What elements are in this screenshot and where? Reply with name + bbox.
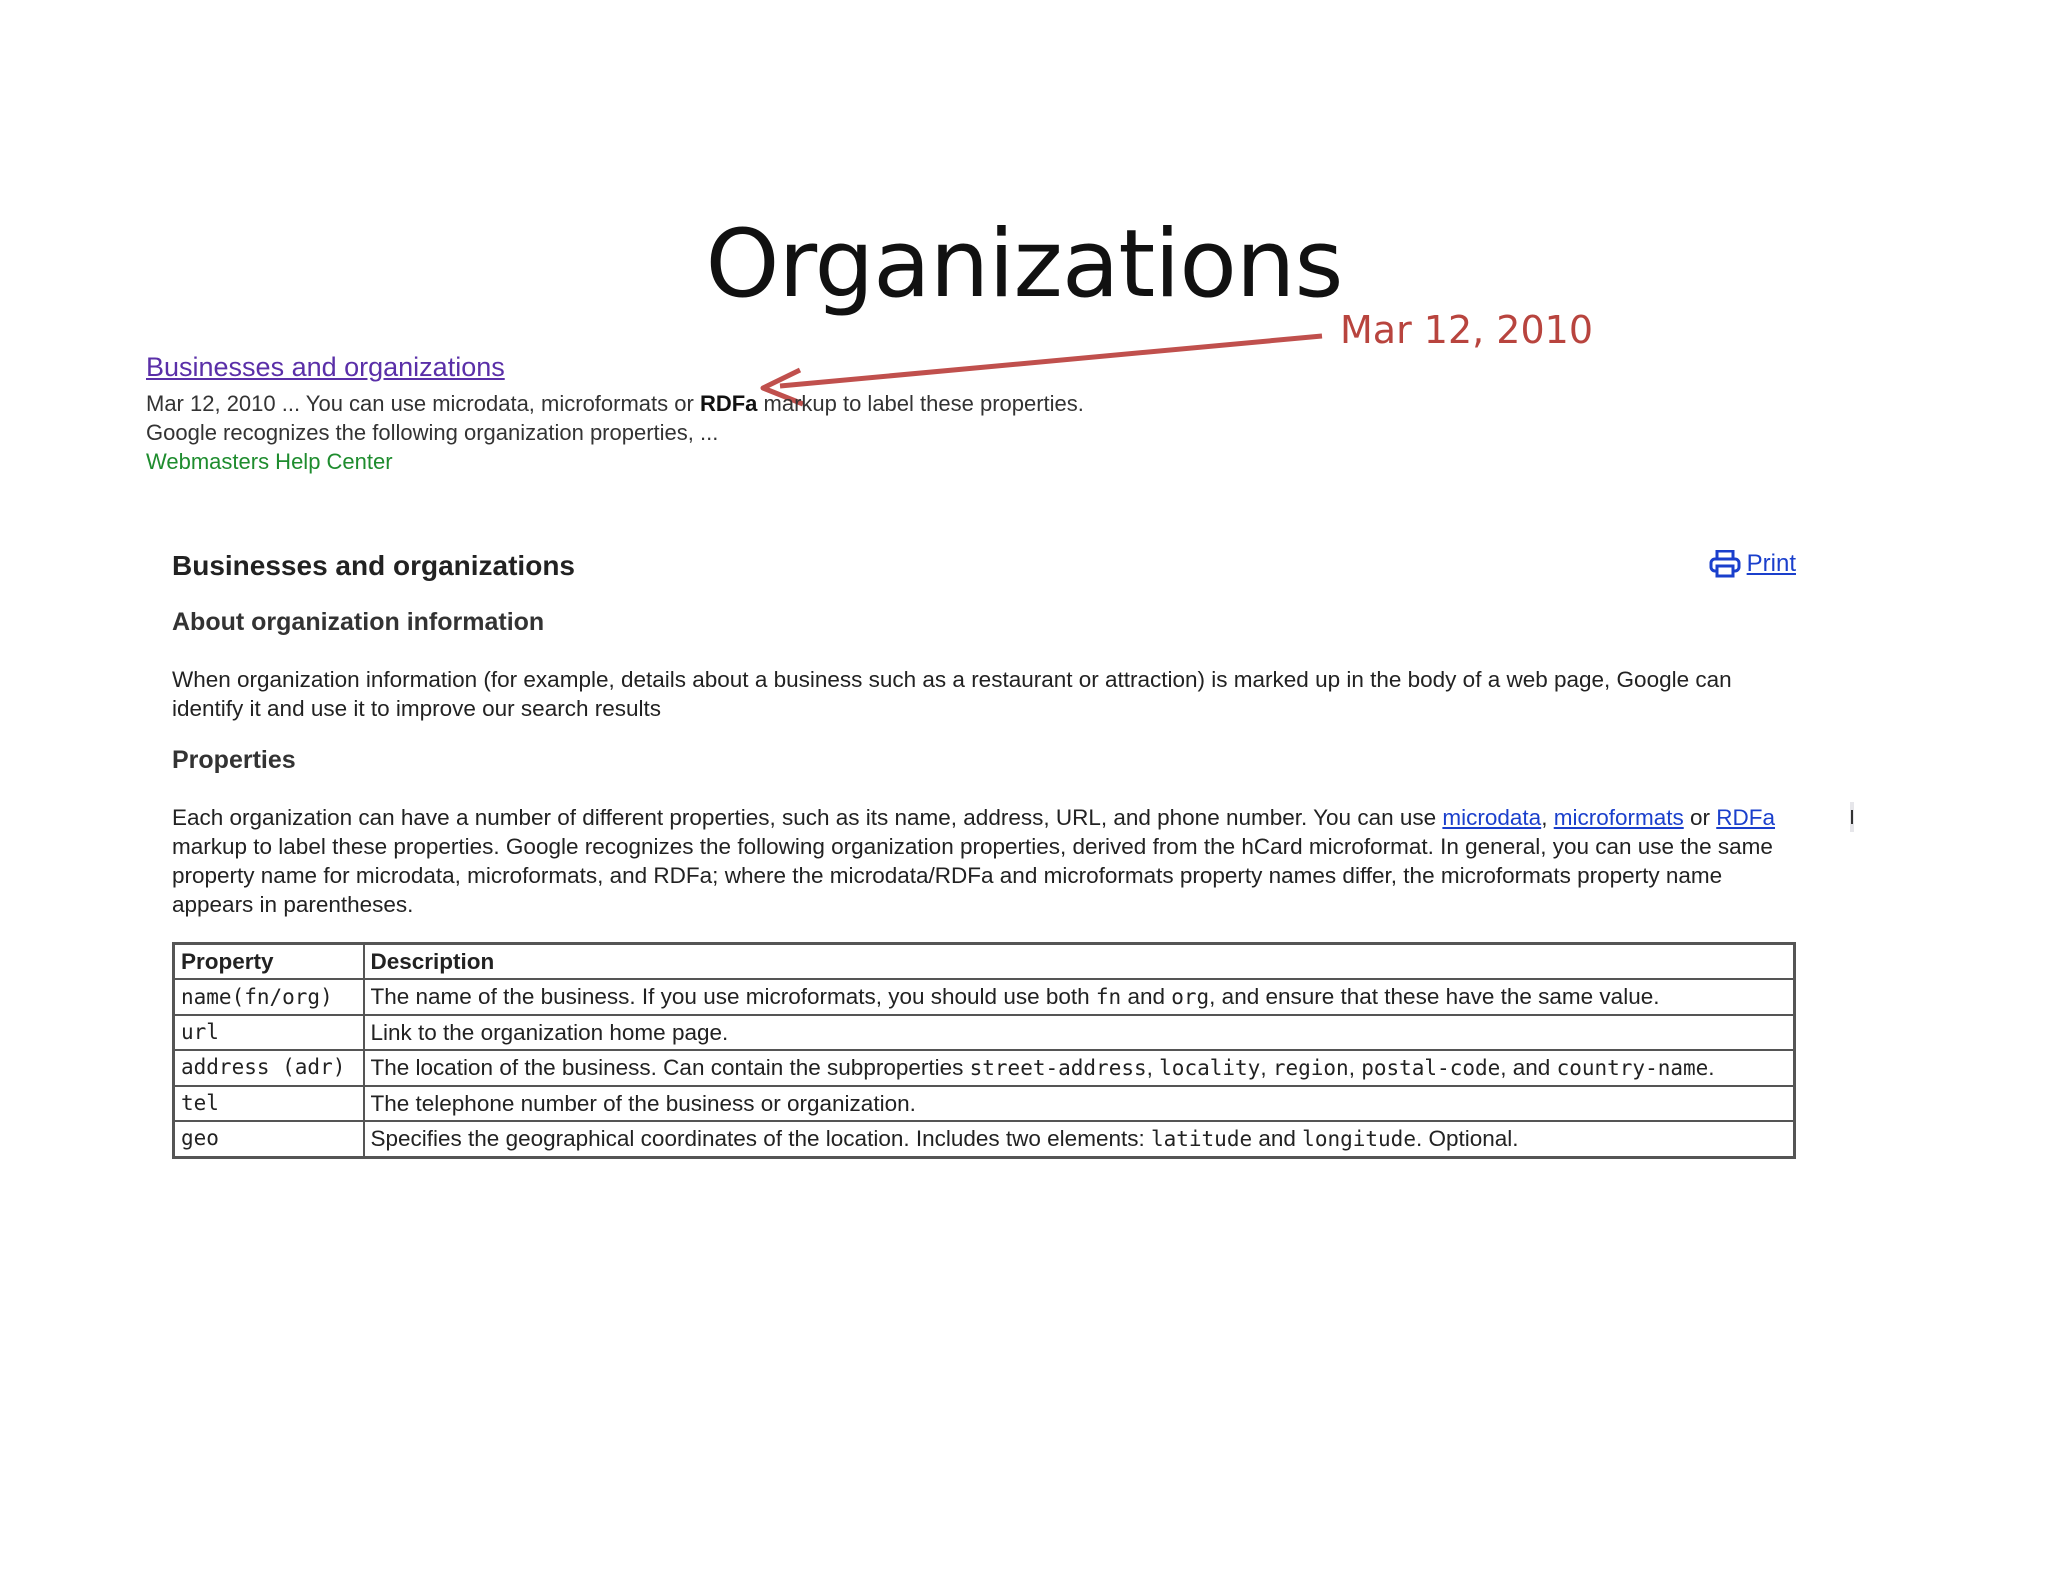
cell-text: The location of the business. Can contain the subproperties (370, 1055, 970, 1080)
search-result-title-link[interactable]: Businesses and organizations (146, 352, 505, 382)
cell-text: , and ensure that these have the same value. (1209, 984, 1660, 1009)
about-paragraph: When organization information (for example, details about a business such as a restaurant or attraction) is marked up in the body of a web page, Google can identify it and use it to improve our search results (172, 667, 1732, 721)
cell-text: . Optional. (1415, 1126, 1519, 1151)
table-header-row (174, 944, 1795, 980)
cell-text: , and (1500, 1055, 1557, 1080)
annotation-date: Mar 12, 2010 (1340, 308, 1593, 352)
snippet-line-2: Google recognizes the following organization properties, ... (146, 420, 719, 445)
printer-icon (1709, 550, 1741, 578)
description-cell (364, 1050, 1795, 1086)
column-header: Description (364, 944, 1795, 980)
cell-text: , (1348, 1055, 1362, 1080)
properties-table (172, 942, 1796, 1159)
paragraph-text: , (1541, 805, 1548, 830)
search-result (146, 352, 1446, 476)
doc-heading: Businesses and organizations (172, 550, 575, 581)
property-cell: url (174, 1015, 364, 1050)
properties-paragraph (172, 803, 1796, 919)
doc-page (172, 550, 1796, 1151)
cell-text: , (1260, 1055, 1273, 1080)
description-cell: Link to the organization home page. (364, 1015, 1795, 1050)
table-row (174, 979, 1795, 1015)
property-cell: address (adr) (174, 1050, 364, 1086)
paragraph-text: Each organization can have a number of different properties, such as its name, address, URL, and phone number. You can use (172, 805, 1443, 830)
code-text: country-name (1556, 1056, 1709, 1080)
code-text: org (1171, 985, 1210, 1009)
description-cell: The telephone number of the business or organization. (364, 1086, 1795, 1121)
column-header: Property (174, 944, 364, 980)
table-row (174, 1050, 1795, 1086)
print-label[interactable]: Print (1746, 550, 1796, 577)
cell-text: and (1121, 984, 1172, 1009)
microformats-link[interactable]: microformats (1553, 805, 1684, 830)
code-text: street-address (969, 1056, 1147, 1080)
paragraph-text: markup to label these properties. Google recognizes the following organization properties, derived from the hCard microformat. In general, you can use the same property name for microdata, microformats, and RDFa; where the microdata/RDFa and microformats property names differ, the microformats property name appears in parentheses. (172, 834, 1773, 917)
slide-title: Organizations (705, 210, 1343, 319)
microdata-link[interactable]: microdata (1442, 805, 1542, 830)
print-link[interactable] (1709, 550, 1796, 578)
cell-text: The name of the business. If you use microformats, you should use both (370, 984, 1096, 1009)
property-cell: name(fn/org) (174, 979, 364, 1015)
search-result-snippet (146, 389, 1446, 447)
table-row (174, 1015, 1795, 1050)
code-text: locality (1159, 1056, 1261, 1080)
rdfa-link[interactable]: RDFa (1716, 805, 1776, 830)
scroll-edge-mark (1850, 802, 1854, 832)
snippet-text: Mar 12, 2010 ... You can use microdata, microformats or (146, 391, 700, 416)
description-cell (364, 1121, 1795, 1158)
snippet-bold: RDFa (699, 391, 758, 416)
property-cell: geo (174, 1121, 364, 1158)
search-result-source: Webmasters Help Center (146, 449, 393, 474)
paragraph-text: or (1683, 805, 1717, 830)
cell-text: , (1146, 1055, 1160, 1080)
table-row (174, 1121, 1795, 1158)
code-text: fn (1095, 985, 1122, 1009)
about-section-title: About organization information (172, 608, 545, 636)
code-text: postal-code (1361, 1056, 1501, 1080)
cell-text: and (1252, 1126, 1303, 1151)
cell-text: Specifies the geographical coordinates of the location. Includes two elements: (370, 1126, 1151, 1151)
cell-text: . (1708, 1055, 1715, 1080)
snippet-text: markup to label these properties. (757, 391, 1084, 416)
properties-section-title: Properties (172, 746, 296, 774)
code-text: latitude (1150, 1127, 1253, 1151)
code-text: region (1272, 1056, 1349, 1080)
property-cell: tel (174, 1086, 364, 1121)
table-row (174, 1086, 1795, 1121)
description-cell (364, 979, 1795, 1015)
code-text: longitude (1302, 1127, 1416, 1151)
